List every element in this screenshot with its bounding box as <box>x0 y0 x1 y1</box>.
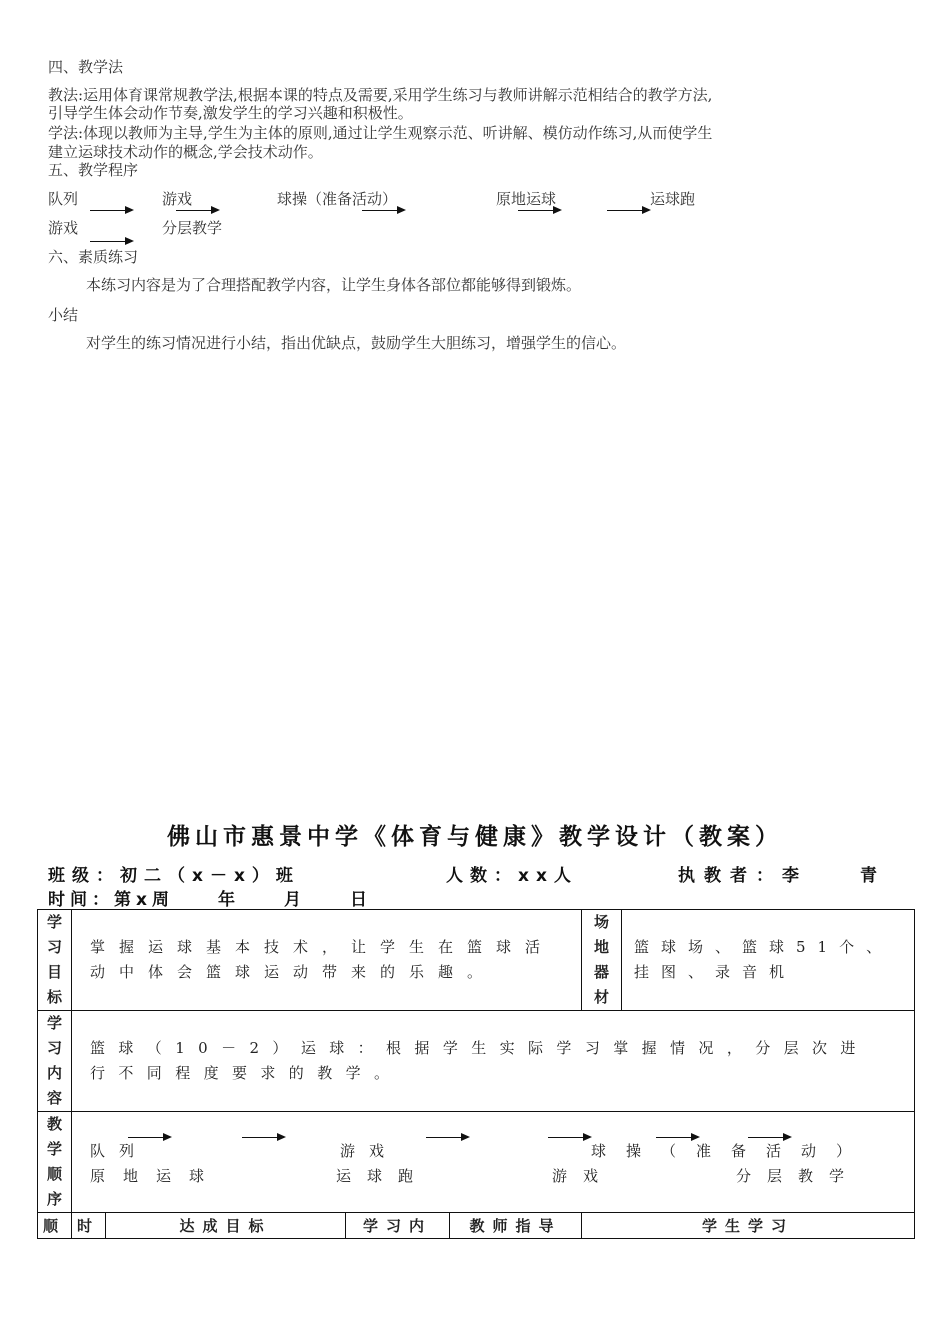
content-row <box>38 1011 915 1112</box>
content-cell <box>72 1011 915 1112</box>
flow-arrow-icon <box>90 210 132 211</box>
flow-step: 游戏 <box>48 219 79 237</box>
order-arrow-icon <box>426 1137 468 1138</box>
learn-method-line: 学法:体现以教师为主导,学生为主体的原则,通过让学生观察示范、听讲解、模仿动作练习,从而使学生 <box>48 124 713 142</box>
order-step: 游戏 <box>552 1167 615 1185</box>
objective-label: 学习目标 <box>38 910 72 1011</box>
content-text: 篮球（10－2）运球：根据学生实际学习掌握情况，分层次进行不同程度要求的教学。 <box>90 1039 869 1082</box>
order-arrow-icon <box>748 1137 790 1138</box>
flow-arrow-icon <box>607 210 649 211</box>
order-step: 游戏 <box>340 1142 399 1160</box>
order-step: 队列 <box>90 1142 149 1160</box>
order-row <box>38 1112 915 1213</box>
quality-text: 本练习内容是为了合理搭配教学内容，让学生身体各部位都能够得到锻炼。 <box>86 276 582 294</box>
flow-arrow-icon <box>362 210 404 211</box>
teach-method-line: 教法:运用体育课常规教学法,根据本课的特点及需要,采用学生练习与教师讲解示范相结合的教学方法, <box>48 86 713 104</box>
flow-step: 球操（准备活动） <box>277 190 398 208</box>
quality-heading: 六、素质练习 <box>48 248 139 266</box>
flow-arrow-icon <box>518 210 560 211</box>
method-heading: 四、教学法 <box>48 58 124 76</box>
col-goal-header: 达成目标 <box>106 1213 346 1239</box>
learn-method-line: 建立运球技术动作的概念,学会技术动作。 <box>48 143 323 161</box>
teach-method-line: 引导学生体会动作节奏,激发学生的学习兴趣和积极性。 <box>48 104 413 122</box>
content-label: 学习内容 <box>38 1011 72 1112</box>
equipment-cell <box>622 910 915 1011</box>
column-header-row <box>38 1213 915 1239</box>
procedure-heading: 五、教学程序 <box>48 161 139 179</box>
count-label: 人数：xx人 <box>446 866 578 886</box>
page-title: 佛山市惠景中学《体育与健康》教学设计（教案） <box>167 824 783 850</box>
order-arrow-icon <box>128 1137 170 1138</box>
flow-step: 运球跑 <box>650 190 696 208</box>
order-step: 运球跑 <box>336 1167 430 1185</box>
order-label: 教学顺序 <box>38 1112 72 1213</box>
equipment-label: 场地器材 <box>582 910 622 1011</box>
flow-step: 队列 <box>48 190 79 208</box>
flow-step: 游戏 <box>162 190 193 208</box>
order-step: 分层教学 <box>736 1167 861 1185</box>
col-student-header: 学生学习 <box>582 1213 915 1239</box>
order-step: 原地运球 <box>90 1167 223 1185</box>
flow-arrow-icon <box>176 210 218 211</box>
order-cell <box>72 1112 915 1213</box>
flow-step: 原地运球 <box>496 190 557 208</box>
teacher-label: 执教者：李 青 <box>678 866 886 886</box>
time-label: 时间：第x周 年 月 日 <box>48 890 372 910</box>
equipment-text: 篮球场、篮球51个、挂图、录音机 <box>634 938 894 981</box>
flow-arrow-icon <box>90 241 132 242</box>
objective-text: 掌握运球基本技术，让学生在篮球活动中体会篮球运动带来的乐趣。 <box>90 938 555 981</box>
objective-cell <box>72 910 582 1011</box>
col-content-header: 学习内 <box>346 1213 450 1239</box>
class-label: 班级：初二（x－x）班 <box>48 866 300 886</box>
summary-text: 对学生的练习情况进行小结，指出优缺点，鼓励学生大胆练习，增强学生的信心。 <box>86 334 627 352</box>
lesson-plan-table <box>37 909 915 1239</box>
col-order-header: 顺 <box>38 1213 72 1239</box>
col-time-header: 时 <box>72 1213 106 1239</box>
order-step: 球操（准备活动） <box>591 1142 872 1160</box>
order-arrow-icon <box>242 1137 284 1138</box>
summary-heading: 小结 <box>48 306 79 324</box>
objective-row <box>38 910 915 1011</box>
order-arrow-icon <box>548 1137 590 1138</box>
col-teacher-header: 教师指导 <box>450 1213 582 1239</box>
flow-step: 分层教学 <box>162 219 223 237</box>
order-arrow-icon <box>656 1137 698 1138</box>
